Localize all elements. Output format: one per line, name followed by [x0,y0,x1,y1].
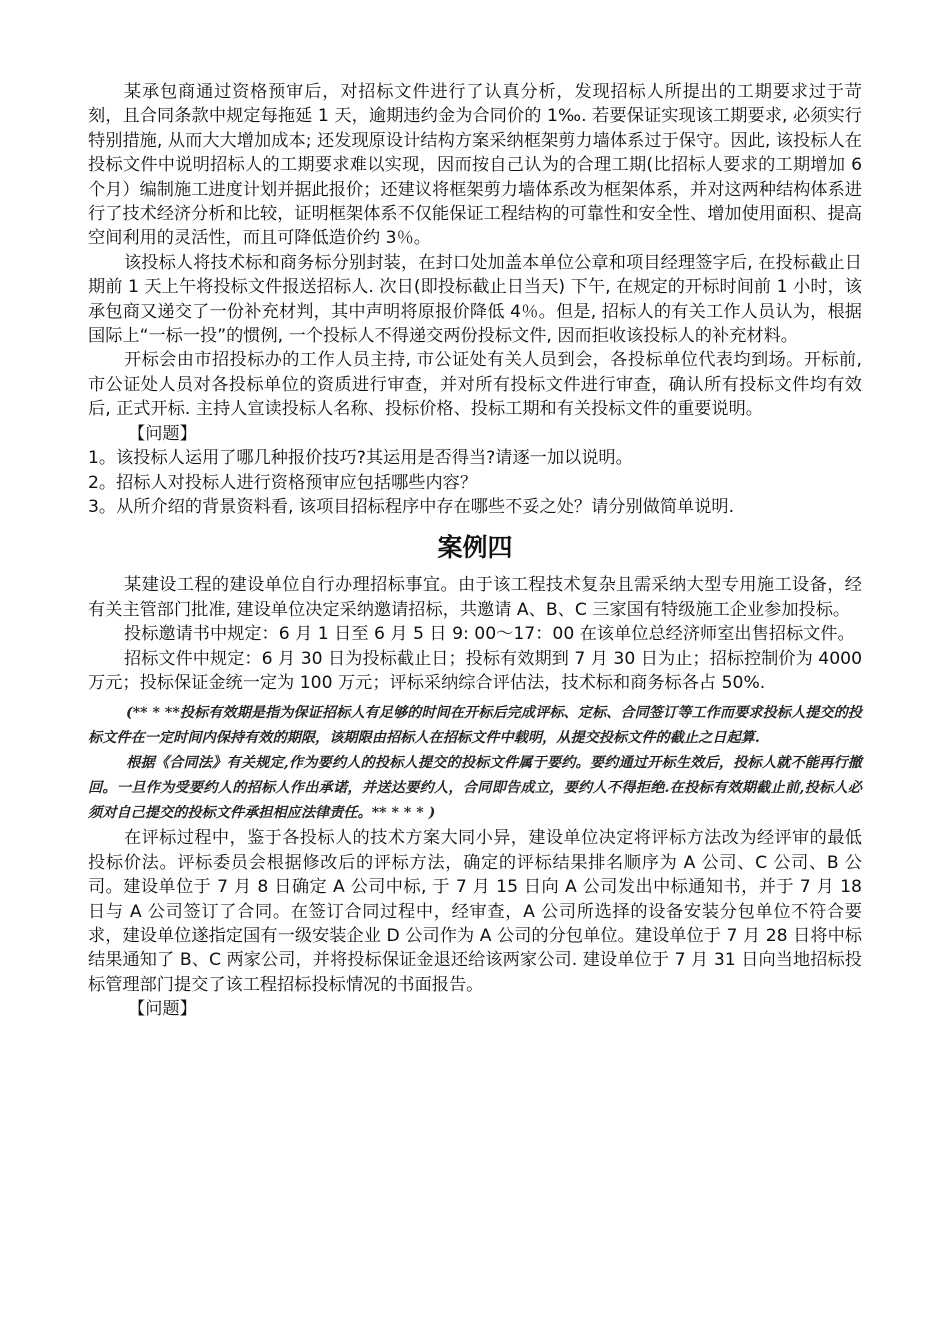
questions-label: 【问题】 [128,423,197,444]
question-3: 3。从所介绍的背景资料看, 该项目招标程序中存在哪些不妥之处？请分别做简单说明. [88,496,735,517]
final-questions-label: 【问题】 [128,999,197,1020]
case-paragraph-3: 招标文件中规定：6 月 30 日为投标截止日；投标有效期到 7 月 30 日为止；招标控制价为 4000 万元；投标保证金统一定为 100 万元；评标采纳综合评估法，技术标和商务标各占 50%. [88,648,863,693]
case-paragraph-1: 某建设工程的建设单位自行办理招标事宜。由于该工程技术复杂且需采纳大型专用施工设备，经有关主管部门批准, 建设单位决定采纳邀请招标，共邀请 A、B、C 三家国有特级施工企业参加投标。 [88,575,862,620]
note-paragraph-2: 根据《合同法》有关规定,作为要约人的投标人提交的投标文件属于要约。要约通过开标生效后，投标人就不能再行撤回。一旦作为受要约人的招标人作出承诺，并送达要约人，合同即告成立，要约人不得拒绝.在投标有效期截止前,投标人必须对自己提交的投标文件承担相应法律责任。** * * * ) [88,755,862,822]
intro-paragraph-1: 某承包商通过资格预审后，对招标文件进行了认真分析，发现招标人所提出的工期要求过于苛刻，且合同条款中规定每拖延 1 天，逾期违约金为合同价的 1‰. 若要保证实现该工期要求, 必须实行特别措施, 从而大大增加成本; 还发现原设计结构方案采纳框架剪力墙体系过于保守。因此, 该投标人在投标文件中说明招标人的工期要求难以实现，因而按自己认为的合理工期(比招标人要求的工期增加 6 个月）编制施工进度计划并据此报价；还建议将框架剪力墙体系改为框架体系，并对这两种结构体系进行了技术经济分析和比较，证明框架体系不仅能保证工程结构的可靠性和安全性、增加使用面积、提高空间利用的灵活性，而且可降低造价约 3％。 [88,82,862,249]
intro-paragraph-3: 开标会由市招投标办的工作人员主持, 市公证处有关人员到会，各投标单位代表均到场。开标前, 市公证处人员对各投标单位的资质进行审查，并对所有投标文件进行审查，确认所有投标文件均有效后, 正式开标. 主持人宣读投标人名称、投标价格、投标工期和有关投标文件的重要说明。 [88,350,862,420]
note-block [88,701,862,826]
final-paragraph: 在评标过程中，鉴于各投标人的技术方案大同小异，建设单位决定将评标方法改为经评审的最低投标价法。评标委员会根据修改后的评标方法，确定的评标结果排名顺序为 A 公司、C 公司、B 公司。建设单位于 7 月 8 日确定 A 公司中标, 于 7 月 15 日向 A 公司发出中标通知书，并于 7 月 18 日与 A 公司签订了合同。在签订合同过程中，经审查，A 公司所选择的设备安装分包单位不符合要求，建设单位遂指定国有一级安装企业 D 公司作为 A 公司的分包单位。建设单位于 7 月 28 日将中标结果通知了 B、C 两家公司，并将投标保证金退还给该两家公司. 建设单位于 7 月 31 日向当地招标投标管理部门提交了该工程招标投标情况的书面报告。 [88,828,862,995]
intro-paragraph-2: 该投标人将技术标和商务标分别封装，在封口处加盖本单位公章和项目经理签字后, 在投标截止日期前 1 天上午将投标文件报送招标人. 次日(即投标截止日当天) 下午, 在规定的开标时间前 1 小时，该承包商又递交了一份补充材判，其中声明将原报价降低 4％。但是, 招标人的有关工作人员认为，根据国际上“一标一投”的惯例, 一个投标人不得递交两份投标文件, 因而拒收该投标人的补充材料。 [88,252,862,347]
question-2: 2。招标人对投标人进行资格预审应包括哪些内容？ [88,472,478,493]
question-1: 1。该投标人运用了哪几种报价技巧?其运用是否得当?请逐一加以说明。 [88,448,633,469]
note-paragraph-1: (** * **投标有效期是指为保证招标人有足够的时间在开标后完成评标、定标、合同签订等工作而要求投标人提交的投标文件在一定时间内保持有效的期限，该期限由招标人在招标文件中载明，从提交投标文件的截止之日起算. [88,705,862,747]
case-title: 案例四 [437,533,513,563]
case-paragraph-2: 投标邀请书中规定：6 月 1 日至 6 月 5 日 9: 00～17：00 在该单位总经济师室出售招标文件。 [124,624,855,645]
